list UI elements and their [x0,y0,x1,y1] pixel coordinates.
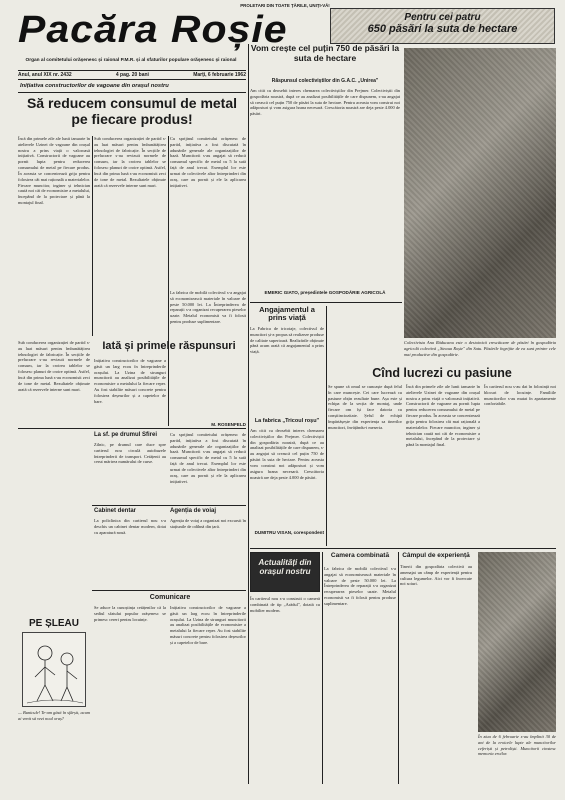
pe-sleau-cartoon [22,632,86,707]
city-item3-head: Comunicare [149,594,191,601]
city-column-banner [250,552,320,592]
initiative-heading: Inițiativa constructorilor de vagoane din orașul nostru [20,83,169,89]
passion-column-3: În cartierul nou s-au dat în folosință noi blocuri de locuințe. Familiile muncitorilor s-au mutat în apartamente confortabile. [484,384,556,407]
tomato-text: Tinerii din gospodăria colectivă au amenajat un câmp de experiență pentru cultura legumelor. Aici vor fi încercate noi soiuri. [400,564,472,587]
lead-column-3: Cu sprijinul comitetului orășenesc de partid, inițiativa a fost discutată în adunările generale ale organizațiilor de bază. Muncitorii s-au angajat să reducă consumul specific de metal cu 5 la sută față de anul trecut. Exemplul lor este urmat de colectivele altor întreprinderi din oraș, care au pornit și ele la aplicarea inițiativei. [170,136,246,188]
sub-column-1: Inițiativa constructorilor de vagoane a găsit un larg ecou în întreprinderile orașului. La Uzina de strunguri muncitorii au analizat posibilitățile de economisire a metalului la fiecare reper. Au fost stabilite măsuri concrete pentru folosirea deșeurilor și a capetelor de bare. [94,358,166,404]
city-item1-head: Cabinet dentar [94,508,137,514]
commitment-headline: Angajamentul a prins viață [259,305,315,323]
left-column-continued: Sub conducerea organizației de partid s-au luat măsuri pentru îmbunătățirea tehnologiei de fabricație. În secțiile de prelucrare s-au revizuit normele de consum, iar la croirea tablelor se folosesc planuri de croire optimă. Astfel, încă din prima lună s-au economisit zeci de tone de metal. Rezultatele obținute arată că rezervele interne sunt mari. [18,340,90,392]
lead-column-2: Sub conducerea organizației de partid s-au luat măsuri pentru îmbunătățirea tehnologiei de fabricație. În secțiile de prelucrare s-au revizuit normele de consum, iar la croirea tablelor se folosesc planuri de croire optimă. Astfel, încă din prima lună s-au economisit zeci de tone de metal. Rezultatele obținute arată că rezervele interne sunt mari. [94,136,166,188]
masthead-info-bar [18,72,246,78]
passion-headline: Cînd lucrezi cu pasiune [372,366,512,380]
masthead-title-block [18,8,288,58]
sub-column-2: La fabrica de mobilă colectivul s-a angajat să economisească materiale în valoare de peste 50.000 lei. La Întreprinderea de reparații s-a organizat recuperarea pieselor uzate. Metalul economisit va fi folosit pentru produse suplimentare. [170,290,246,325]
poultry-photo [404,48,556,338]
camera-headline: Camera combinată [330,552,390,559]
sub-signature: M. ROSENFELD [211,422,246,427]
city-item1-text: La policlinica din cartierul nou s-a deschis un cabinet dentar modern, dotat cu aparatură nouă. [94,518,166,535]
city-column-text: În cartierul nou s-a construit o cameră combinată de tip „Arădul", dotată cu mobilier modern. [250,596,320,613]
commitment-text: La Fabrica de tricotaje, colectivul de muncitori și-a propus să realizeze produse de calitate superioară. Realizările obținute până acum arată că angajamentul a prins viață. [250,326,324,355]
masthead-year: Anul, anul XIX nr. 2432 [18,72,72,78]
masthead-pages: 4 pag. 20 bani [115,72,149,78]
pe-sleau-caption: — Bunicule! Te-am găsit în sfârșit, acum ai venit să vezi noul oraș? [18,710,90,721]
city-item2-text: Agenția de voiaj a organizat noi excursii în stațiunile de odihnă din țară. [170,518,246,529]
promo-line1: Pentru cei patru [404,12,481,23]
cartoon-drawing [23,633,87,708]
tomato-headline: Câmpul de experiență [402,552,470,559]
city-column-title: Actualități din orașul nostru [258,558,312,576]
commitment-sub: La fabrica „Tricoul roșu" [254,418,320,424]
masthead-title: Pacăra Roșie [18,8,288,51]
commitment-text-2: Am citit cu deosebit interes chemarea colectiviștilor din Prejmer. Colectiviștii din gospodăria noastră, după ce au analizat posibilitățile de care dispunem, s-au angajat să crească cel puțin 750 de păsări la suta de hectare. Pentru aceasta vom construi noi adăposturi și vom asigura hrana necesară. Crescătoria noastră are deja peste 4.000 de păsări. [250,428,324,480]
city-item3-text: Se aduce la cunoștința cetățenilor că la sediul sfatului popular orășenesc se primesc cereri pentru locuințe. [94,605,166,622]
bottom-photo-caption: În ziua de 6 februarie s-au împlinit 30 de ani de la eroicele lupte ale muncitorilor ceferiști și petroliști. Muncitorii cinstesc memoria eroilor. [478,734,556,757]
promo-banner [330,8,555,44]
city-item2-head: Agenția de voiaj [170,508,217,514]
masthead-subtitle: Organ al comitetului orășenesc și raional P.M.R. și al sfaturilor populare orășenesc și raional [25,58,237,63]
poultry-signature: EMERIC GIATO, președintele GOSPODĂRIE AGRICOLĂ [264,290,386,295]
quotes-text: Zilnic, pe drumul care duce spre cartierul nou circulă autobuzele întreprinderii de transport. Cetățenii au cerut mărirea numărului de curse. [94,442,166,465]
commitment-signature: DUMITRU VISAN, corespondent [254,530,324,535]
poultry-subhead: Răspunsul colectiviștilor din G.A.C. „Unirea" [271,78,379,84]
masthead-motto: PROLETARI DIN TOATE ȚĂRILE, UNIȚI-VĂ! [240,3,330,8]
masthead-date: Marți, 6 februarie 1962 [193,72,246,78]
lead-column-1: Încă din primele zile ale lunii ianuarie în atelierele Uzinei de vagoane din orașul nostru a prins viață o valoroasă inițiativă. Constructorii de vagoane au pornit lupta pentru reducerea consumului de metal pe fiecare produs. În aceasta se concentrează grija pentru folosirea cât mai rațională a materialelor. Fiecare muncitor, inginer și tehnician caută noi căi de economisire a metalului, începând de la proiectare și până la montajul final. [18,136,90,205]
passion-column-1: Se spune că omul se cunoaște după felul în care muncește. Cei care lucrează cu pasiune obțin rezultate bune. Așa este și echipa de la secția de montaj, unde fiecare om își face datoria cu conștiinciozitate. Șeful de echipă împărtășește din experiența sa tinerilor muncitori, învățându-i meseria. [328,384,402,430]
poultry-text: Am citit cu deosebit interes chemarea colectiviștilor din Prejmer. Colectiviștii din gospodăria noastră, după ce au analizat posibilitățile de care dispunem, s-au angajat să crească cel puțin 750 de păsări la suta de hectare. Pentru aceasta vom construi noi adăposturi și vom asigura hrana necesară. Crescătoria noastră are deja peste 4.000 de păsări. [250,88,400,117]
bottom-photo [478,552,556,732]
pe-sleau-title: PE ȘLEAU [28,618,79,629]
city-item3-text-2: Inițiativa constructorilor de vagoane a găsit un larg ecou în întreprinderile orașului. La Uzina de strunguri muncitorii au analizat posibilitățile de economisire a metalului la fiecare reper. Au fost stabilite măsuri concrete pentru folosirea deșeurilor și a capetelor de bare. [170,605,246,645]
lead-headline: Să reducem consumul de metal pe fiecare produs! [26,95,238,127]
poultry-photo-caption: Colectivista Ana Răducanu este o destoinică crescătoare de păsări în gospodăria agricolă colectivă „Steaua Roșie" din Satu. Păsările îngrijite de ea sunt printre cele mai productive din gospodărie. [404,340,556,357]
quotes-head: La sf. pe drumul Sfirei [94,432,158,438]
promo-line2: 650 păsări la suta de hectare [367,23,518,35]
sub-headline: Iată și primele răspunsuri [102,340,236,352]
poultry-headline: Vom crește cel puțin 750 de păsări la suta de hectare [250,43,400,63]
camera-text: La fabrica de mobilă colectivul s-a angajat să economisească materiale în valoare de peste 50.000 lei. La Întreprinderea de reparații s-a organizat recuperarea pieselor uzate. Metalul economisit va fi folosit pentru produse suplimentare. [324,566,396,606]
quotes-text-2: Cu sprijinul comitetului orășenesc de partid, inițiativa a fost discutată în adunările generale ale organizațiilor de bază. Muncitorii s-au angajat să reducă consumul specific de metal cu 5 la sută față de anul trecut. Exemplul lor este urmat de colectivele altor întreprinderi din oraș, care au pornit și ele la aplicarea inițiativei. [170,432,246,484]
passion-column-2: Încă din primele zile ale lunii ianuarie în atelierele Uzinei de vagoane din orașul nostru a prins viață o valoroasă inițiativă. Constructorii de vagoane au pornit lupta pentru reducerea consumului de metal pe fiecare produs. În aceasta se concentrează grija pentru folosirea cât mai rațională a materialelor. Fiecare muncitor, inginer și tehnician caută noi căi de economisire a metalului, începând de la proiectare și până la montajul final. [406,384,480,448]
